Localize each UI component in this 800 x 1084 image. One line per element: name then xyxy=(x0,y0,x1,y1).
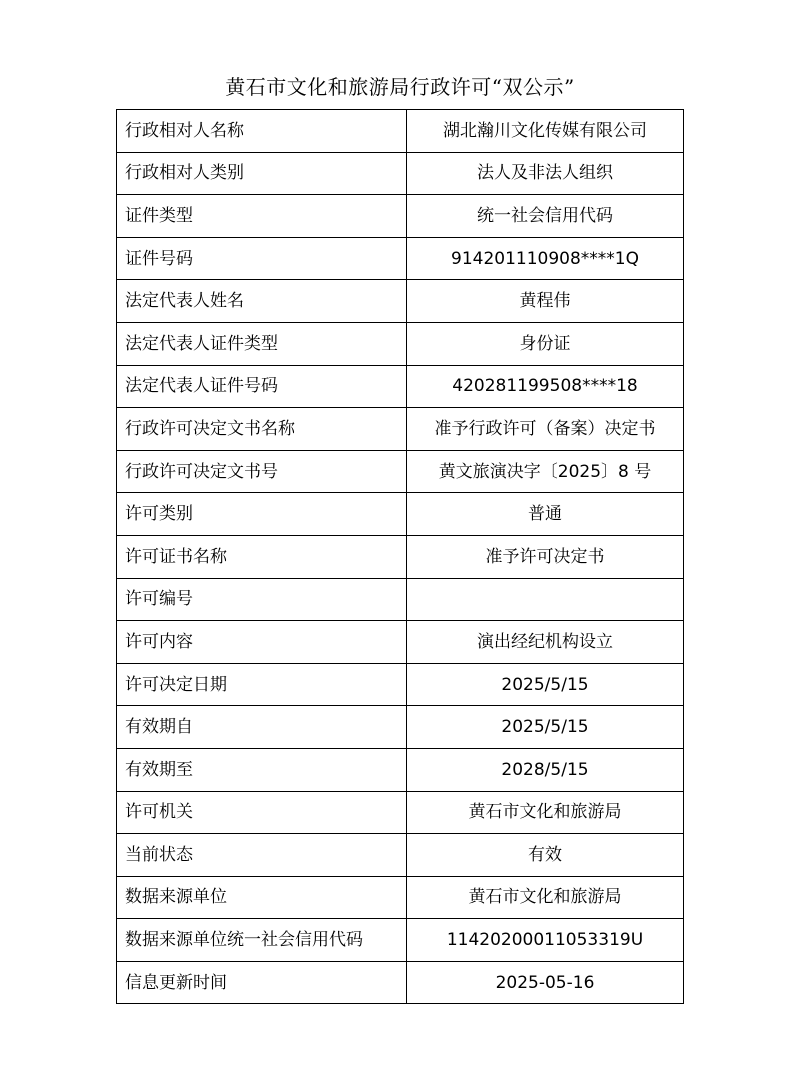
table-row-legal-rep-id-number xyxy=(117,365,684,408)
table-row-applicant-name xyxy=(117,110,684,153)
field-value: 身份证 xyxy=(407,322,684,365)
table-row-data-source xyxy=(117,876,684,919)
table-row-decision-date xyxy=(117,663,684,706)
table-row-update-time xyxy=(117,961,684,1004)
table-row-certificate-name xyxy=(117,535,684,578)
field-value: 演出经纪机构设立 xyxy=(407,621,684,664)
table-row-id-type xyxy=(117,195,684,238)
table-row-permit-number xyxy=(117,578,684,621)
field-label: 行政相对人类别 xyxy=(117,152,407,195)
table-row-permit-content xyxy=(117,621,684,664)
table-row-decision-doc-name xyxy=(117,408,684,451)
field-value: 2025-05-16 xyxy=(407,961,684,1004)
field-label: 有效期至 xyxy=(117,748,407,791)
field-value: 准予行政许可（备案）决定书 xyxy=(407,408,684,451)
field-label: 许可类别 xyxy=(117,493,407,536)
field-value: 法人及非法人组织 xyxy=(407,152,684,195)
field-value: 普通 xyxy=(407,493,684,536)
table-row-issuing-authority xyxy=(117,791,684,834)
field-label: 当前状态 xyxy=(117,834,407,877)
field-label: 行政许可决定文书号 xyxy=(117,450,407,493)
field-value: 914201110908****1Q xyxy=(407,237,684,280)
field-label: 证件类型 xyxy=(117,195,407,238)
table-row-applicant-category xyxy=(117,152,684,195)
table-row-permit-category xyxy=(117,493,684,536)
field-label: 信息更新时间 xyxy=(117,961,407,1004)
field-value: 11420200011053319U xyxy=(407,919,684,962)
disclosure-table xyxy=(116,109,684,1004)
field-label: 行政许可决定文书名称 xyxy=(117,408,407,451)
field-label: 法定代表人姓名 xyxy=(117,280,407,323)
field-label: 行政相对人名称 xyxy=(117,110,407,153)
field-value: 2025/5/15 xyxy=(407,663,684,706)
field-label: 许可编号 xyxy=(117,578,407,621)
field-label: 许可决定日期 xyxy=(117,663,407,706)
table-row-data-source-credit-code xyxy=(117,919,684,962)
table-row-decision-doc-number xyxy=(117,450,684,493)
field-label: 许可机关 xyxy=(117,791,407,834)
field-value: 420281199508****18 xyxy=(407,365,684,408)
table-row-id-number xyxy=(117,237,684,280)
field-value: 黄文旅演决字〔2025〕8 号 xyxy=(407,450,684,493)
field-label: 许可内容 xyxy=(117,621,407,664)
field-value: 2028/5/15 xyxy=(407,748,684,791)
field-label: 有效期自 xyxy=(117,706,407,749)
field-value: 准予许可决定书 xyxy=(407,535,684,578)
page-title: 黄石市文化和旅游局行政许可“双公示” xyxy=(225,75,575,99)
field-value: 黄程伟 xyxy=(407,280,684,323)
field-label: 证件号码 xyxy=(117,237,407,280)
table-row-legal-rep-name xyxy=(117,280,684,323)
field-label: 许可证书名称 xyxy=(117,535,407,578)
field-value: 湖北瀚川文化传媒有限公司 xyxy=(407,110,684,153)
disclosure-table-body xyxy=(117,110,684,1004)
field-label: 数据来源单位 xyxy=(117,876,407,919)
field-value xyxy=(407,578,684,621)
field-label: 法定代表人证件号码 xyxy=(117,365,407,408)
field-value: 统一社会信用代码 xyxy=(407,195,684,238)
field-value: 黄石市文化和旅游局 xyxy=(407,791,684,834)
field-label: 数据来源单位统一社会信用代码 xyxy=(117,919,407,962)
field-value: 有效 xyxy=(407,834,684,877)
field-label: 法定代表人证件类型 xyxy=(117,322,407,365)
table-row-legal-rep-id-type xyxy=(117,322,684,365)
field-value: 2025/5/15 xyxy=(407,706,684,749)
field-value: 黄石市文化和旅游局 xyxy=(407,876,684,919)
table-row-current-status xyxy=(117,834,684,877)
table-row-valid-from xyxy=(117,706,684,749)
table-row-valid-to xyxy=(117,748,684,791)
